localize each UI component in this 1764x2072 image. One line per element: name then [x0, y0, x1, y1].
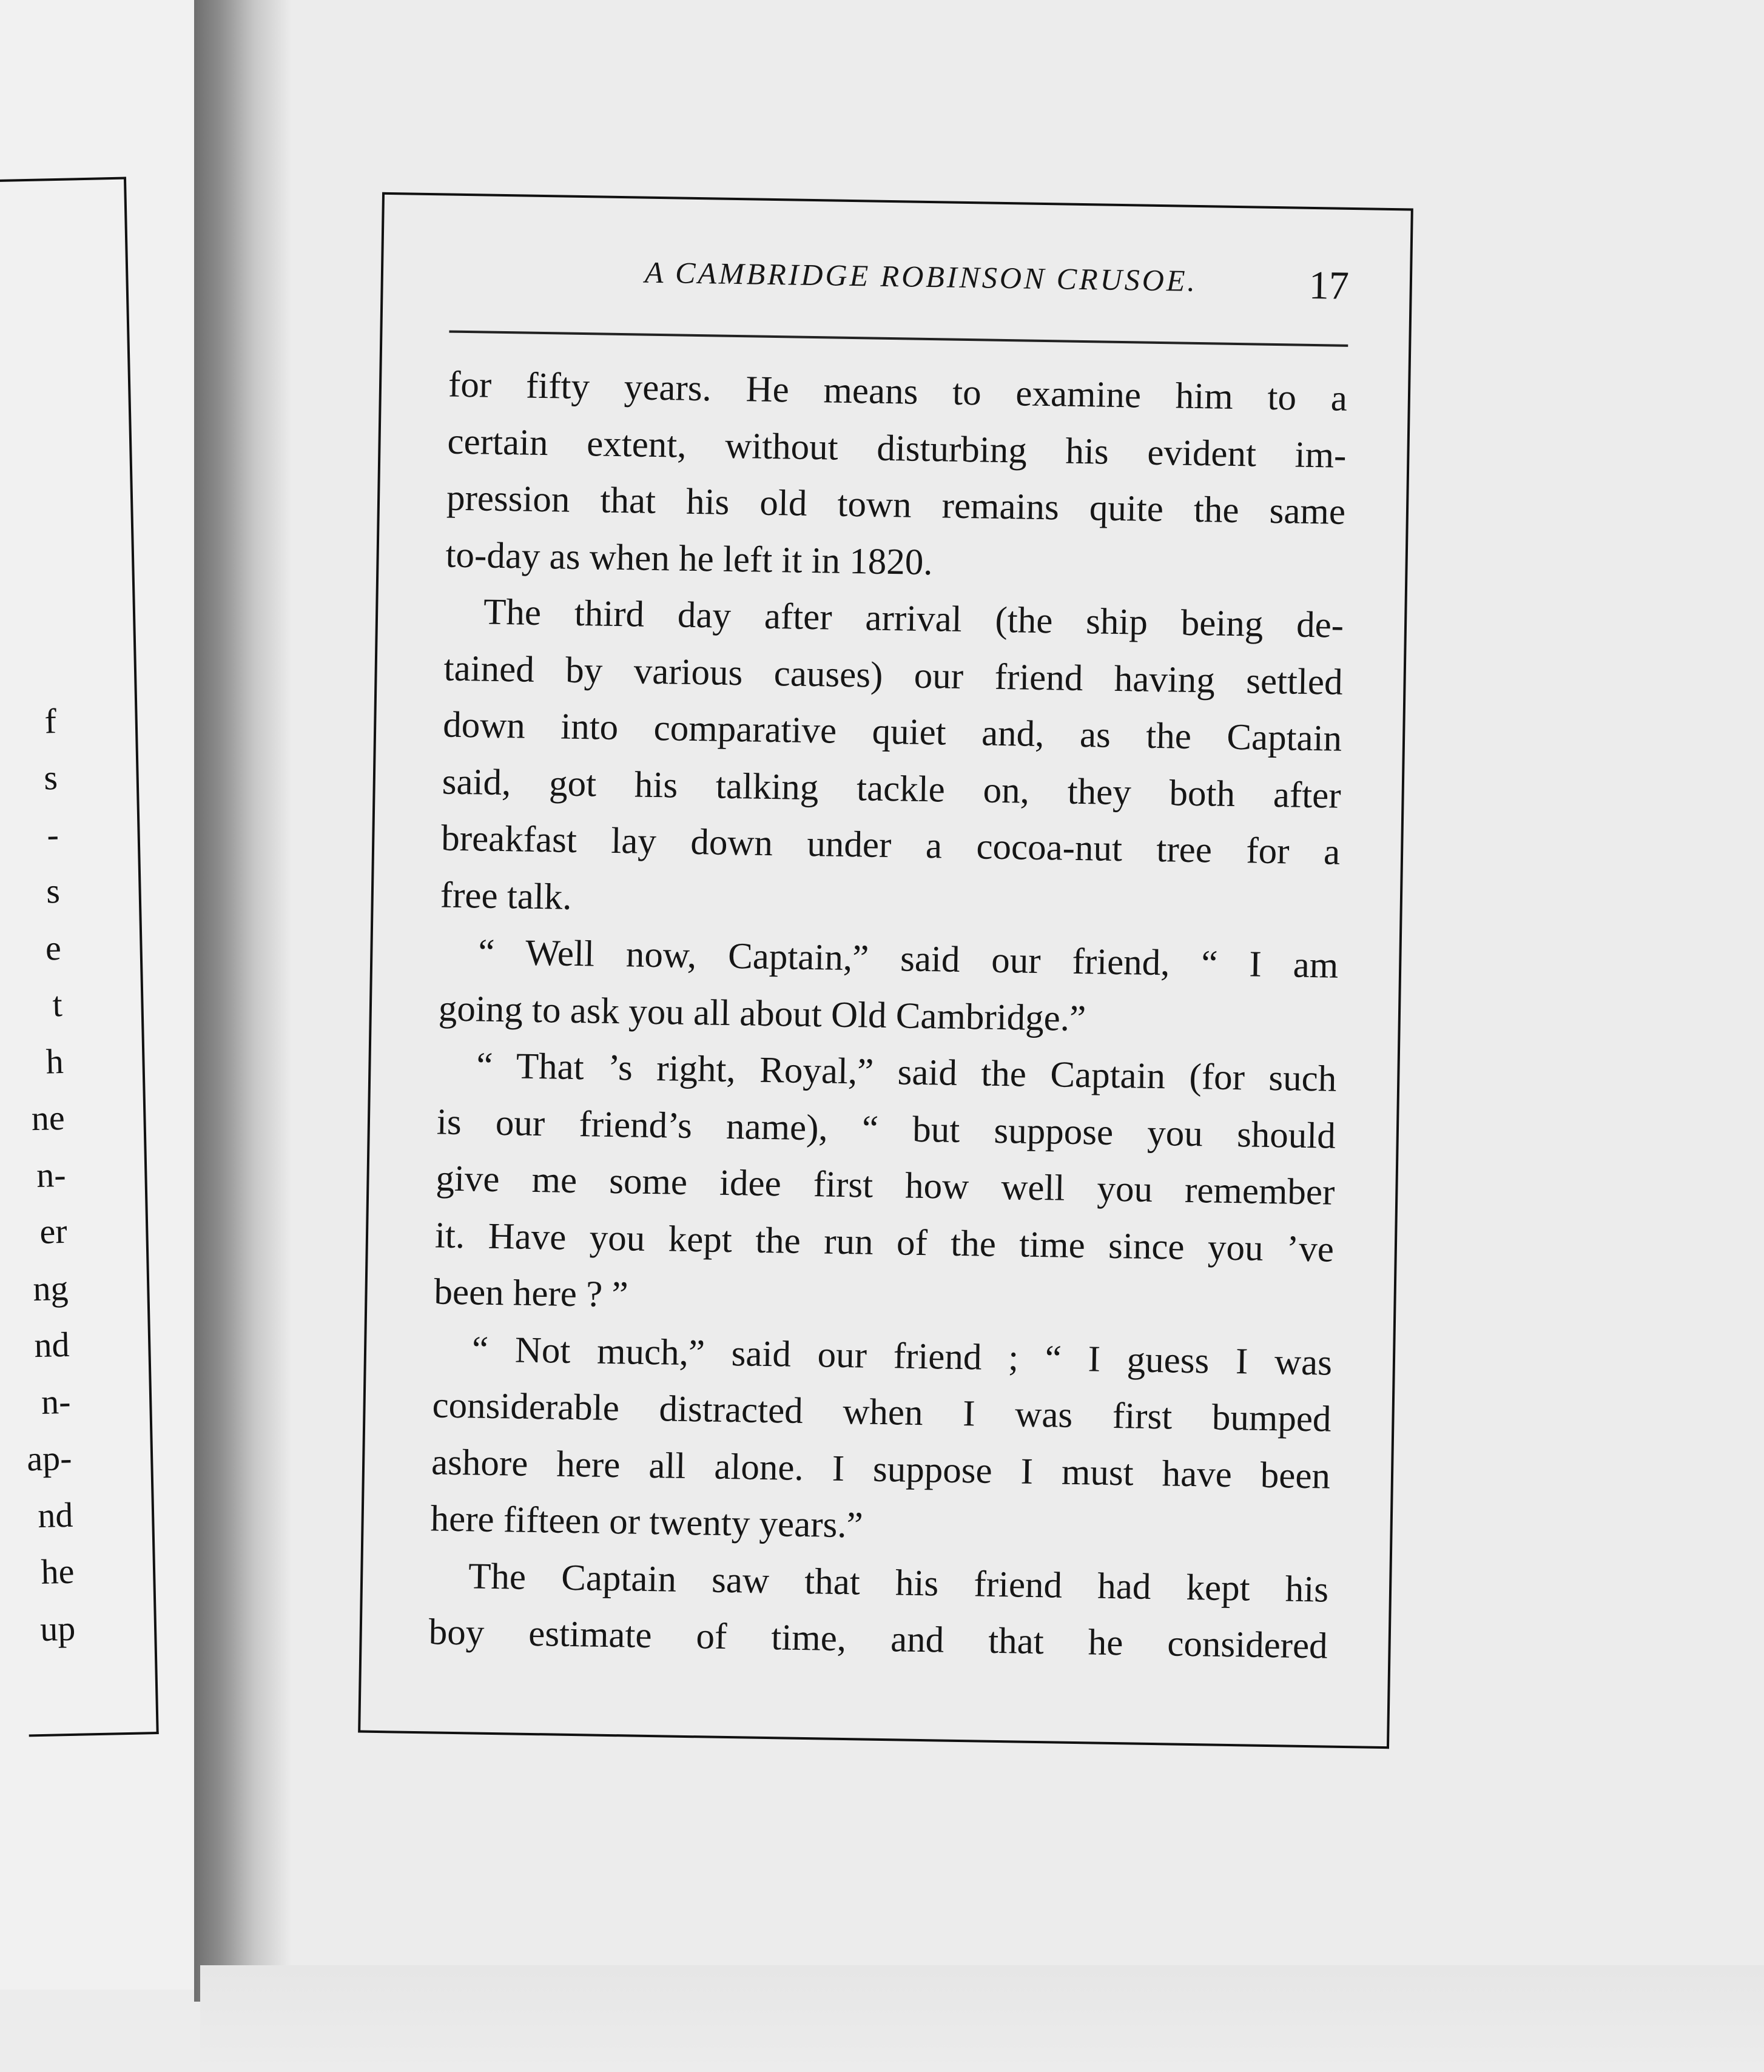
left-page-fragment: nd [37, 1495, 74, 1535]
left-page-fragment: er [39, 1211, 68, 1251]
text-line: “ Well now, Captain,” said our friend, “ I am [477, 932, 1339, 986]
paragraph [428, 1547, 1329, 1675]
text-line: free talk. [440, 874, 573, 918]
left-page-fragment [0, 636, 56, 693]
text-line: boy estimate of time, and that he considered [428, 1612, 1328, 1667]
paragraph [430, 1320, 1333, 1561]
running-title: A CAMBRIDGE ROBINSON CRUSOE. [644, 255, 1198, 298]
text-line: here fifteen or twenty years.” [430, 1498, 864, 1546]
left-page-fragment: s [43, 758, 58, 798]
text-line: The Captain saw that his friend had kept his [468, 1555, 1329, 1610]
text-line: to-day as when he left it in 1820. [445, 534, 934, 583]
text-line: certain extent, without disturbing his evident im- [447, 421, 1347, 476]
text-line: said, got his talking tackle on, they both after [442, 761, 1342, 816]
text-line: breakfast lay down under a cocoa-nut tree for a [440, 818, 1341, 873]
left-page-fragment: ap- [26, 1438, 73, 1479]
paragraph [434, 1037, 1337, 1334]
left-page-fragment: t [52, 984, 63, 1024]
left-page-fragment: he [40, 1551, 75, 1592]
left-page-fragment: f [44, 701, 57, 741]
left-page-fragment: - [46, 814, 59, 854]
paragraph [438, 923, 1339, 1051]
text-line: down into comparative quiet and, as the Captain [442, 704, 1342, 759]
header-rule [449, 331, 1348, 347]
left-page-fragment: n- [36, 1154, 67, 1195]
text-line: tained by various causes) our friend having settled [443, 648, 1344, 703]
text-line: “ Not much,” said our friend ; “ I guess I was [471, 1328, 1333, 1384]
text-line: considerable distracted when I was first bumped [432, 1385, 1331, 1440]
left-page-fragment: h [45, 1041, 64, 1081]
paragraph [440, 584, 1344, 938]
text-line: ashore here all alone. I suppose I must have been [431, 1441, 1331, 1497]
page-bottom-margin [200, 1965, 1764, 2072]
text-line: is our friend’s name), “ but suppose you should [436, 1101, 1336, 1157]
page-frame [358, 192, 1413, 1749]
left-page-fragment: s [45, 871, 61, 911]
body-text [428, 357, 1348, 1675]
text-line: for fifty years. He means to examine him to a [448, 364, 1348, 419]
left-page-fragment: ng [32, 1268, 69, 1308]
text-line: going to ask you all about Old Cambridge.” [438, 987, 1086, 1039]
left-page-fragment: up [39, 1608, 76, 1649]
text-line: been here ? ” [434, 1271, 629, 1316]
left-page-fragment: ne [31, 1097, 66, 1139]
left-page-fragment: e [45, 927, 62, 968]
left-page-fragment: n- [41, 1381, 72, 1422]
left-page [0, 0, 200, 1990]
text-line: “ That ’s right, Royal,” said the Captain (for such [476, 1045, 1337, 1100]
left-page-fragment: nd [33, 1324, 70, 1365]
text-line: pression that his old town remains quite the same [446, 477, 1346, 533]
text-line: The third day after arrival (the ship being de- [483, 591, 1344, 646]
page-header [492, 240, 1350, 320]
paragraph [445, 357, 1348, 597]
book-gutter-shadow [194, 0, 291, 2002]
page-number: 17 [1308, 263, 1350, 308]
text-line: give me some idee first how well you remember [435, 1158, 1335, 1213]
text-line: it. Have you kept the run of the time since you ’ve [434, 1214, 1335, 1270]
